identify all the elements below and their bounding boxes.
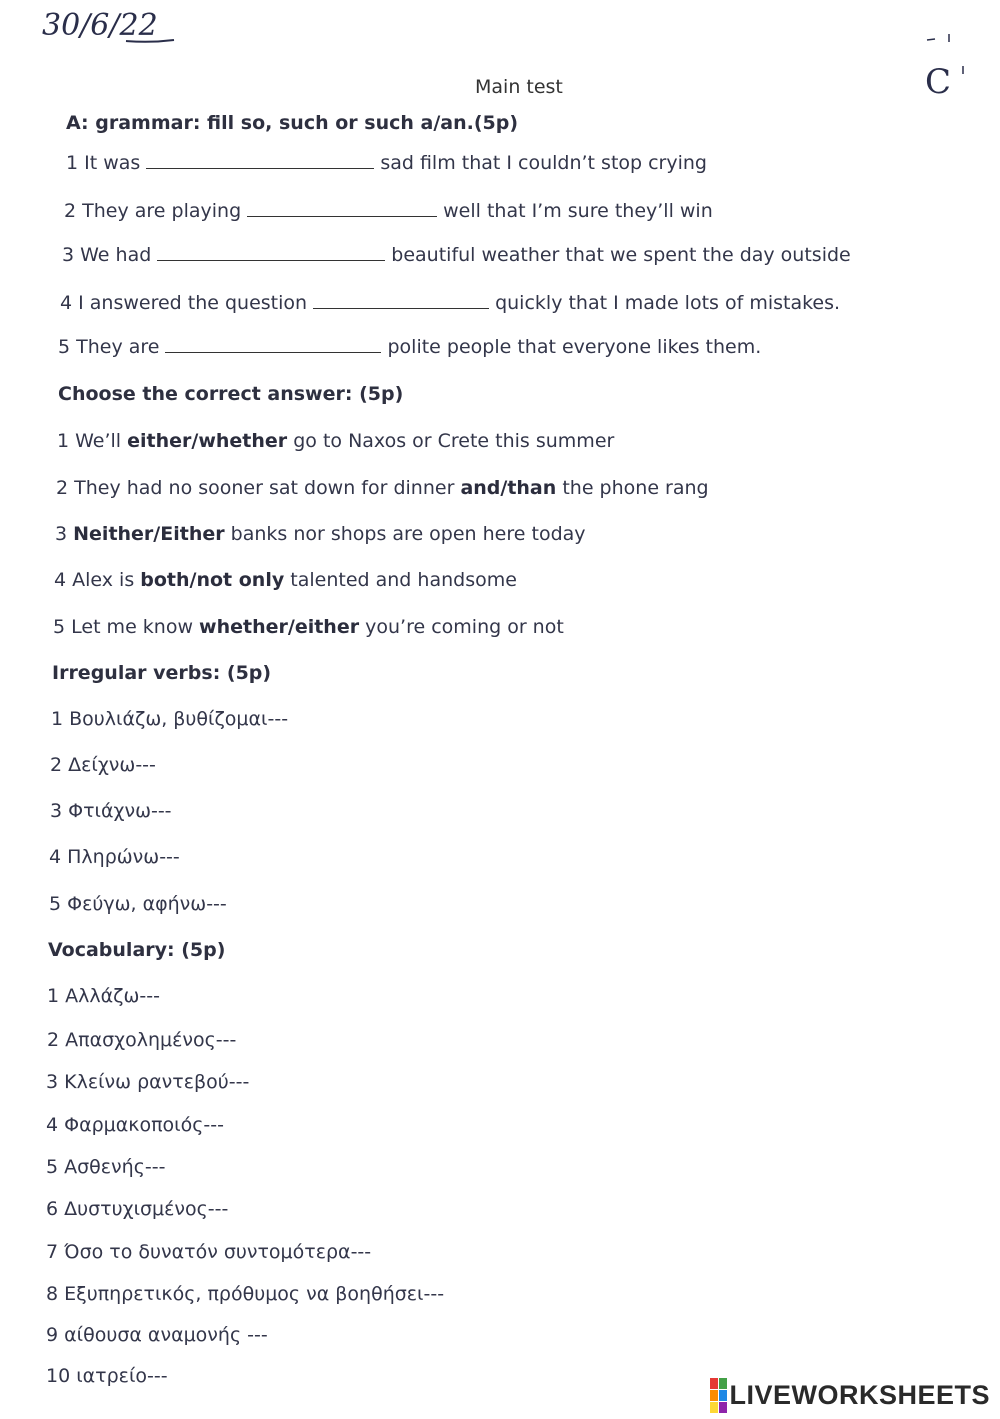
verb-item-1[interactable]: 1 Βουλιάζω, βυθίζομαι--- bbox=[51, 708, 289, 730]
grammar-item-2 bbox=[64, 200, 713, 222]
choice-text: talented and handsome bbox=[284, 569, 517, 591]
grammar-item-5 bbox=[58, 336, 761, 358]
choice-text: 4 Alex is bbox=[54, 569, 141, 591]
answer-blank[interactable] bbox=[157, 259, 385, 261]
choice-options[interactable]: whether/either bbox=[199, 616, 360, 638]
choice-options[interactable]: either/whether bbox=[127, 430, 288, 452]
choice-options[interactable]: both/not only bbox=[140, 569, 285, 591]
answer-blank[interactable] bbox=[313, 307, 489, 309]
liveworksheets-logo bbox=[710, 1378, 990, 1413]
item-text-before: 3 We had bbox=[62, 244, 152, 266]
verb-item-2[interactable]: 2 Δείχνω--- bbox=[50, 754, 156, 776]
choice-item-2 bbox=[56, 477, 709, 499]
vocab-item-8[interactable]: 8 Εξυπηρετικός, πρόθυμος να βοηθήσει--- bbox=[46, 1283, 445, 1305]
vocab-item-3[interactable]: 3 Κλείνω ραντεβού--- bbox=[46, 1071, 250, 1093]
choice-options[interactable]: Neither/Either bbox=[73, 523, 225, 545]
section-c-heading: Irregular verbs: (5p) bbox=[52, 662, 272, 684]
choice-text: banks nor shops are open here today bbox=[224, 523, 586, 545]
choice-text: 3 bbox=[55, 523, 74, 545]
logo-block bbox=[719, 1390, 727, 1401]
brand-name: LIVEWORKSHEETS bbox=[729, 1380, 990, 1410]
item-text-after: well that I’m sure they’ll win bbox=[443, 200, 713, 222]
vocab-item-1[interactable]: 1 Αλλάζω--- bbox=[47, 985, 160, 1007]
verb-item-5[interactable]: 5 Φεύγω, αφήνω--- bbox=[49, 893, 227, 915]
logo-block bbox=[719, 1378, 727, 1389]
section-d-heading: Vocabulary: (5p) bbox=[48, 939, 226, 961]
grammar-item-1 bbox=[66, 152, 707, 174]
vocab-item-7[interactable]: 7 Όσο το δυνατόν συντομότερα--- bbox=[46, 1241, 372, 1263]
vocab-item-10[interactable]: 10 ιατρείο--- bbox=[46, 1365, 168, 1387]
choice-item-4 bbox=[54, 569, 517, 591]
grammar-item-4 bbox=[60, 292, 840, 314]
item-text-before: 2 They are playing bbox=[64, 200, 242, 222]
grammar-item-3 bbox=[62, 244, 851, 266]
item-text-before: 5 They are bbox=[58, 336, 160, 358]
vocab-item-6[interactable]: 6 Δυστυχισμένος--- bbox=[46, 1198, 229, 1220]
page-title: Main test bbox=[475, 76, 563, 98]
verb-item-3[interactable]: 3 Φτιάχνω--- bbox=[50, 800, 172, 822]
vocab-item-9[interactable]: 9 αίθουσα αναμονής --- bbox=[46, 1324, 268, 1346]
choice-item-5 bbox=[53, 616, 564, 638]
choice-text: go to Naxos or Crete this summer bbox=[287, 430, 615, 452]
choice-text: 5 Let me know bbox=[53, 616, 200, 638]
choice-text: 2 They had no sooner sat down for dinner bbox=[56, 477, 461, 499]
choice-text: the phone rang bbox=[556, 477, 709, 499]
logo-block bbox=[710, 1390, 718, 1401]
item-text-after: sad film that I couldn’t stop crying bbox=[380, 152, 707, 174]
logo-blocks-icon bbox=[710, 1378, 727, 1413]
choice-options[interactable]: and/than bbox=[460, 477, 557, 499]
vocab-item-2[interactable]: 2 Απασχολημένος--- bbox=[47, 1029, 237, 1051]
logo-block bbox=[710, 1402, 718, 1413]
vocab-item-5[interactable]: 5 Ασθενής--- bbox=[46, 1156, 166, 1178]
item-text-after: polite people that everyone likes them. bbox=[387, 336, 762, 358]
choice-item-3 bbox=[55, 523, 586, 545]
vocab-item-4[interactable]: 4 Φαρμακοποιός--- bbox=[46, 1114, 224, 1136]
answer-blank[interactable] bbox=[146, 167, 374, 169]
item-text-after: beautiful weather that we spent the day outside bbox=[391, 244, 851, 266]
answer-blank[interactable] bbox=[247, 215, 437, 217]
margin-tick-marks bbox=[925, 28, 970, 78]
item-text-before: 4 I answered the question bbox=[60, 292, 308, 314]
item-text-after: quickly that I made lots of mistakes. bbox=[495, 292, 841, 314]
handwritten-date: 30/6/22 bbox=[42, 8, 158, 43]
choice-text: 1 We’ll bbox=[57, 430, 128, 452]
handwritten-mark: C bbox=[925, 62, 952, 102]
choice-text: you’re coming or not bbox=[359, 616, 564, 638]
choice-item-1 bbox=[57, 430, 614, 452]
section-a-heading: A: grammar: fill so, such or such a/an.(5p) bbox=[66, 112, 519, 134]
answer-blank[interactable] bbox=[165, 351, 381, 353]
logo-block bbox=[719, 1402, 727, 1413]
logo-block bbox=[710, 1378, 718, 1389]
section-b-heading: Choose the correct answer: (5p) bbox=[58, 383, 404, 405]
verb-item-4[interactable]: 4 Πληρώνω--- bbox=[49, 846, 180, 868]
date-underline bbox=[125, 38, 175, 44]
item-text-before: 1 It was bbox=[66, 152, 141, 174]
